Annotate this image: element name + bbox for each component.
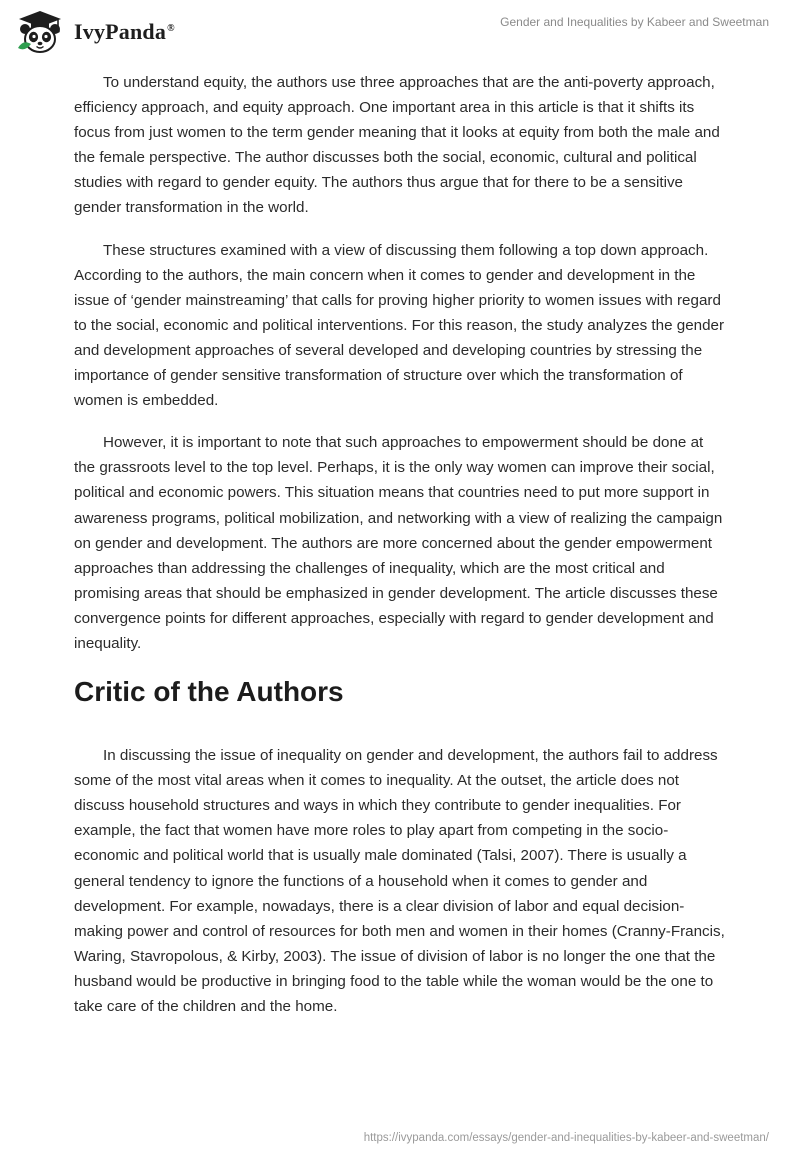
paragraph: To understand equity, the authors use three approaches that are the anti-poverty approach, efficiency approach, and equity approach. One important area in this article is that it shifts its focus from just women to the term gender meaning that it looks at equity from both the male and the female perspective. The author discusses both the social, economic, cultural and political studies with regard to gender equity. The authors thus argue that for there to be a sensitive gender transformation in the world. xyxy=(74,74,720,217)
essay-content xyxy=(74,70,726,1036)
paragraph: In discussing the issue of inequality on gender and development, the authors fail to address some of the most vital areas when it comes to inequality. At the outset, the article does not discuss household structures and ways in which they contribute to gender inequalities. For example, the fact that women have more roles to play apart from competing in the socio-economic and political world that is usually male dominated (Talsi, 2007). There is usually a general tendency to ignore the functions of a household when it comes to gender and development. For example, nowadays, there is a clear division of labor and equal decision-making power and control of resources for both men and women in their homes (Cranny-Francis, Waring, Stavropolous, & Kirby, 2003). The issue of division of labor is no longer the one that the husband would be productive in bringing food to the table while the woman would be the one to take care of the children and the home. xyxy=(74,747,725,1015)
brand-name: IvyPanda® xyxy=(74,19,175,44)
paragraph: However, it is important to note that such approaches to empowerment should be done at the grassroots level to the top level. Perhaps, it is the only way women can improve their social, political and economic powers. This situation means that countries need to put more support in awareness programs, political mobilization, and networking with a view of realizing the campaign on gender and development. The authors are more concerned about the gender empowerment approaches than addressing the challenges of inequality, which are the most critical and promising areas that should be emphasized in gender development. The article discusses these convergence points for different approaches, especially with regard to gender development and inequality. xyxy=(74,434,723,652)
panda-graduate-icon xyxy=(14,8,66,56)
brand-logo[interactable] xyxy=(14,8,175,56)
source-url[interactable]: https://ivypanda.com/essays/gender-and-inequalities-by-kabeer-and-sweetman/ xyxy=(363,1132,769,1144)
section-heading: Critic of the Authors xyxy=(74,676,344,708)
document-title: Gender and Inequalities by Kabeer and Sweetman xyxy=(500,15,769,29)
paragraph: These structures examined with a view of discussing them following a top down approach. According to the authors, the main concern when it comes to gender and development in the issue of ‘gender mainstreaming’ that calls for proving higher priority to women issues with regard to the social, economic and political interventions. For this reason, the study analyzes the gender and development approaches of several developed and developing countries by stressing the importance of gender sensitive transformation of structure over which the transformation of women is embedded. xyxy=(74,241,725,410)
page-header xyxy=(0,0,800,60)
